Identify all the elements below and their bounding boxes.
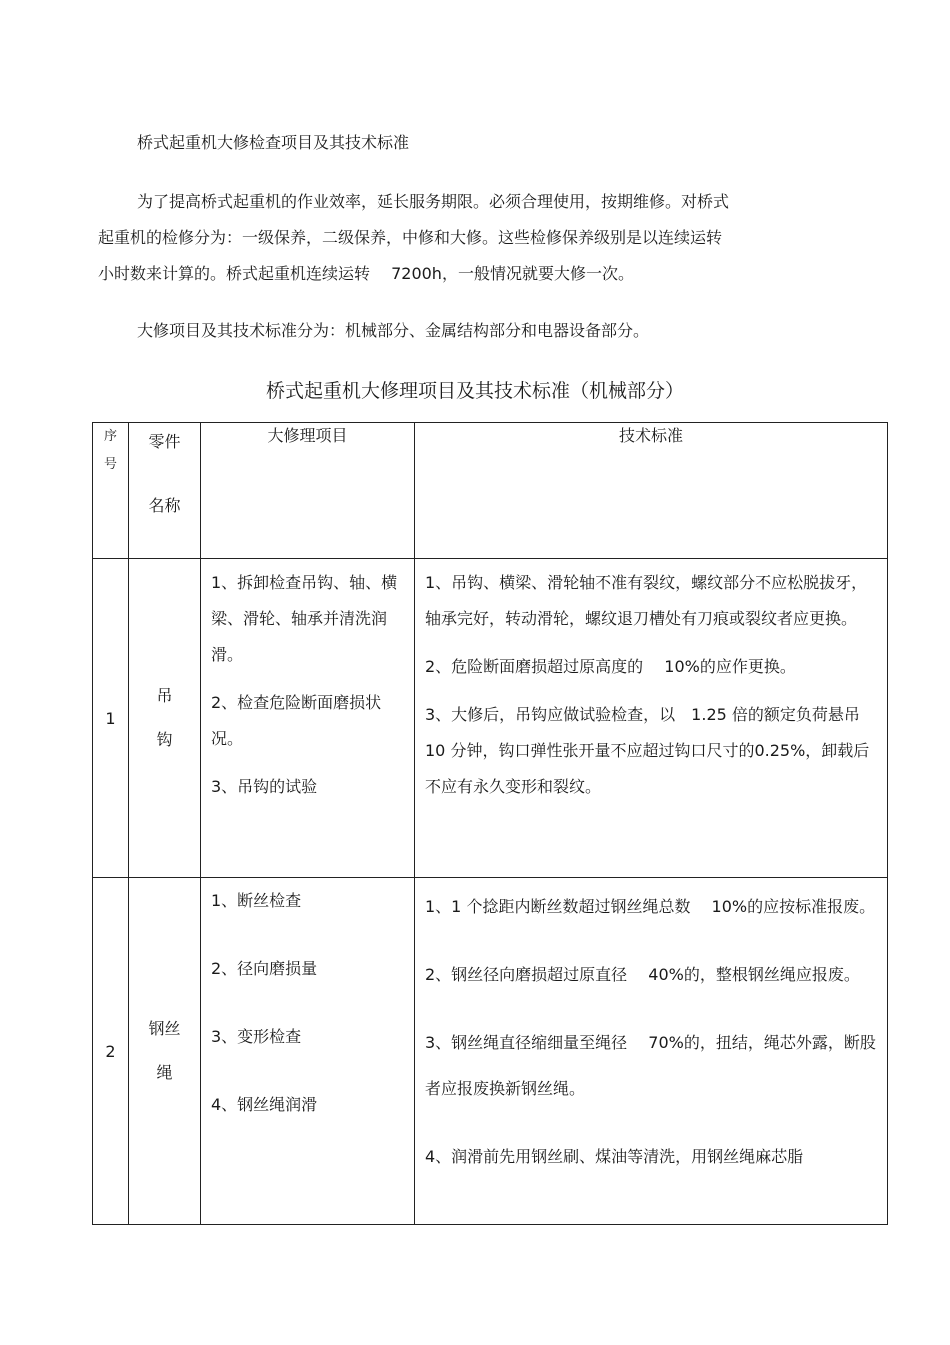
standard-text: 3、钢丝绳直径缩细量至绳径 70%的，扭结，绳芯外露，断股者应报废换新钢丝绳。 xyxy=(425,1033,876,1098)
header-standards: 技术标准 xyxy=(415,423,888,559)
item-text: 2、检查危险断面磨损状况。 xyxy=(211,693,382,748)
table-header-row xyxy=(93,423,888,559)
standard-text: 1、吊钩、横梁、滑轮轴不准有裂纹，螺纹部分不应松脱拔牙，轴承完好，转动滑轮，螺纹退刀槽处有刀痕或裂纹者应更换。 xyxy=(425,573,868,628)
item-text: 1、拆卸检查吊钩、轴、横梁、滑轮、轴承并清洗润滑。 xyxy=(211,573,398,664)
header-index-top: 序 xyxy=(103,429,117,444)
table-row xyxy=(93,878,888,1225)
item-text: 3、吊钩的试验 xyxy=(211,777,318,796)
row-items xyxy=(201,878,415,1225)
header-part-bottom: 名称 xyxy=(148,496,181,515)
intro-line-1: 为了提高桥式起重机的作业效率，延长服务期限。必须合理使用，按期维修。对桥式 xyxy=(137,192,730,211)
standard-text: 1、1 个捻距内断丝数超过钢丝绳总数 10%的应按标准报废。 xyxy=(425,897,876,916)
header-part-top: 零件 xyxy=(148,432,181,451)
table-row xyxy=(93,559,888,878)
standard-text: 2、钢丝径向磨损超过原直径 40%的，整根钢丝绳应报废。 xyxy=(425,965,860,984)
maintenance-standards-table xyxy=(92,422,888,1225)
header-items: 大修理项目 xyxy=(201,423,415,559)
part-name-top: 吊 xyxy=(156,686,173,705)
header-index-bottom: 号 xyxy=(103,457,117,472)
item-text: 1、断丝检查 xyxy=(211,891,302,910)
row-index: 2 xyxy=(93,878,129,1225)
row-standards xyxy=(415,878,888,1225)
header-part-name xyxy=(129,423,201,559)
item-text: 3、变形检查 xyxy=(211,1027,302,1046)
standard-text: 3、大修后，吊钩应做试验检查，以 1.25 倍的额定负荷悬吊 10 分钟，钩口弹性张开量不应超过钩口尺寸的0.25%，卸载后不应有永久变形和裂纹。 xyxy=(425,705,876,796)
header-index xyxy=(93,423,129,559)
row-part-name xyxy=(129,878,201,1225)
table-title: 桥式起重机大修理项目及其技术标准（机械部分） xyxy=(265,380,684,402)
row-part-name xyxy=(129,559,201,878)
standard-text: 2、危险断面磨损超过原高度的 10%的应作更换。 xyxy=(425,657,796,676)
row-index: 1 xyxy=(93,559,129,878)
row-standards xyxy=(415,559,888,878)
part-name-bottom: 钩 xyxy=(156,730,173,749)
standard-text: 4、润滑前先用钢丝刷、煤油等清洗，用钢丝绳麻芯脂 xyxy=(425,1147,804,1166)
item-text: 4、钢丝绳润滑 xyxy=(211,1095,318,1114)
row-items xyxy=(201,559,415,878)
item-text: 2、径向磨损量 xyxy=(211,959,318,978)
part-name-top: 钢丝 xyxy=(148,1019,181,1038)
scope-paragraph: 大修项目及其技术标准分为：机械部分、金属结构部分和电器设备部分。 xyxy=(137,321,650,340)
part-name-bottom: 绳 xyxy=(156,1063,173,1082)
document-title: 桥式起重机大修检查项目及其技术标准 xyxy=(137,133,410,152)
intro-line-2: 起重机的检修分为：一级保养，二级保养，中修和大修。这些检修保养级别是以连续运转 xyxy=(98,228,723,247)
intro-line-3: 小时数来计算的。桥式起重机连续运转 7200h，一般情况就要大修一次。 xyxy=(98,264,634,283)
